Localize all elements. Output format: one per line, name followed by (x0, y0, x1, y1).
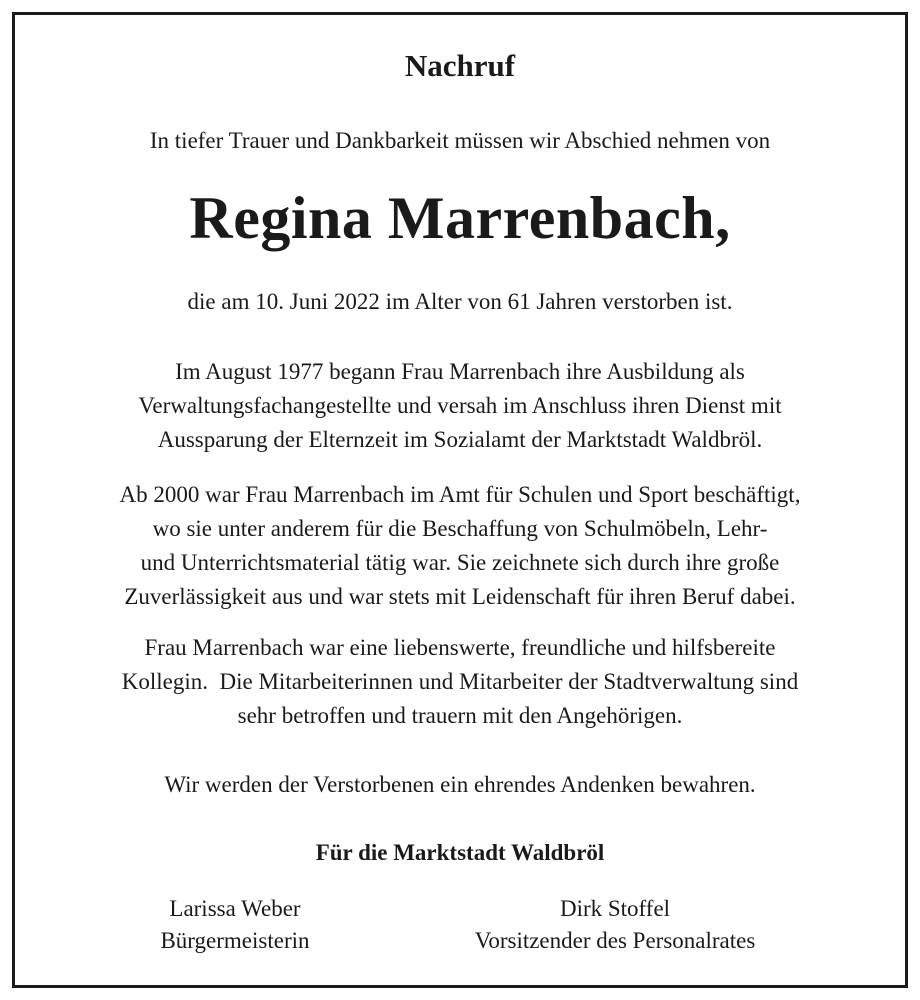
paragraph-line: und Unterrichtsmaterial tätig war. Sie zeichnete sich durch ihre große (140, 550, 780, 575)
paragraph-line: Zuverlässigkeit aus und war stets mit Leidenschaft für ihren Beruf dabei. (124, 584, 796, 609)
paragraph-line: Kollegin. Die Mitarbeiterinnen und Mitarbeiter der Stadtverwaltung sind (121, 669, 799, 694)
signatory-name: Larissa Weber (169, 896, 301, 921)
paragraph-line: Ab 2000 war Frau Marrenbach im Amt für Schulen und Sport beschäftigt, (119, 482, 801, 507)
notice-title: Nachruf (404, 48, 516, 83)
closing-sentence: Wir werden der Verstorbenen ein ehrendes Andenken bewahren. (164, 772, 756, 797)
paragraph-line: Frau Marrenbach war eine liebenswerte, freundliche und hilfsbereite (144, 635, 776, 660)
signature-block-staff-council (430, 893, 800, 957)
organization-line: Für die Marktstadt Waldbröl (315, 840, 605, 865)
paragraph-line: Verwaltungsfachangestellte und versah im Anschluss ihren Dienst mit (138, 393, 782, 418)
paragraph-career-start (40, 355, 880, 457)
paragraph-line: Im August 1977 begann Frau Marrenbach ihre Ausbildung als (175, 359, 745, 384)
signatory-role: Bürgermeisterin (160, 928, 310, 953)
death-date-line: die am 10. Juni 2022 im Alter von 61 Jahren verstorben ist. (187, 289, 733, 314)
paragraph-line: Aussparung der Elternzeit im Sozialamt der Marktstadt Waldbröl. (157, 427, 763, 452)
intro-text: In tiefer Trauer und Dankbarkeit müssen wir Abschied nehmen von (149, 128, 771, 153)
signatory-name: Dirk Stoffel (559, 896, 671, 921)
paragraph-line: sehr betroffen und trauern mit den Angehörigen. (237, 703, 683, 728)
signature-block-mayor (110, 893, 360, 957)
signatory-role: Vorsitzender des Personalrates (474, 928, 756, 953)
paragraph-career-school-office (40, 478, 880, 614)
deceased-name: Regina Marrenbach, (189, 185, 731, 251)
paragraph-colleague-tribute (40, 631, 880, 733)
paragraph-line: wo sie unter anderem für die Beschaffung von Schulmöbeln, Lehr- (152, 516, 768, 541)
